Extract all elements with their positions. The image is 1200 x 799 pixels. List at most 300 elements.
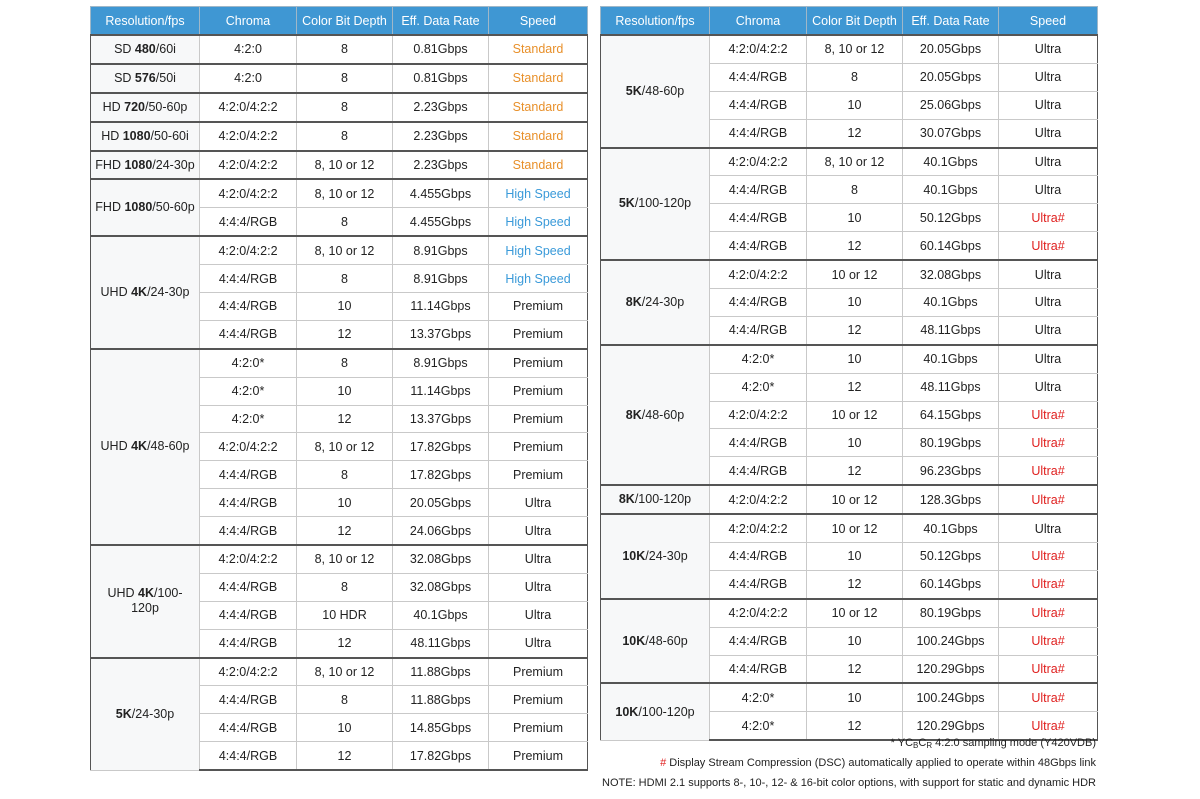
bit-depth-cell: 12 [297, 742, 393, 770]
bit-depth-cell: 10 [807, 91, 903, 119]
data-rate-cell: 8.91Gbps [393, 236, 489, 264]
bit-depth-cell: 10 or 12 [807, 260, 903, 288]
data-rate-cell: 40.1Gbps [903, 289, 999, 317]
data-rate-cell: 11.14Gbps [393, 293, 489, 321]
resolution-value: 720 [124, 99, 145, 114]
bit-depth-cell: 8 [297, 265, 393, 293]
resolution-cell [91, 179, 200, 236]
bit-depth-cell: 10 or 12 [807, 485, 903, 514]
data-rate-cell: 120.29Gbps [903, 712, 999, 740]
resolution-value: 10K [622, 633, 646, 648]
chroma-cell: 4:4:4/RGB [710, 289, 807, 317]
data-rate-cell: 128.3Gbps [903, 485, 999, 514]
bit-depth-cell: 12 [297, 320, 393, 348]
table-row [601, 35, 1098, 63]
speed-cell: Ultra# [999, 627, 1098, 655]
resolution-cell [601, 599, 710, 684]
chroma-cell: 4:4:4/RGB [200, 265, 297, 293]
chroma-cell: 4:4:4/RGB [710, 119, 807, 147]
bit-depth-cell: 8 [297, 122, 393, 151]
bit-depth-cell: 10 [807, 289, 903, 317]
bit-depth-cell: 12 [807, 119, 903, 147]
chroma-cell: 4:2:0 [200, 35, 297, 64]
chroma-cell: 4:4:4/RGB [710, 316, 807, 344]
resolution-value: 480 [134, 41, 156, 56]
resolution-prefix: UHD [107, 586, 139, 601]
col-header-data-rate: Eff. Data Rate [903, 7, 999, 36]
data-rate-cell: 40.1Gbps [903, 514, 999, 542]
bit-depth-cell: 10 [807, 204, 903, 232]
chroma-cell: 4:4:4/RGB [200, 293, 297, 321]
chroma-cell: 4:2:0/4:2:2 [200, 151, 297, 180]
speed-cell: Standard [489, 151, 588, 180]
data-rate-cell: 40.1Gbps [903, 176, 999, 204]
chroma-cell: 4:2:0/4:2:2 [200, 658, 297, 686]
chroma-cell: 4:2:0/4:2:2 [710, 599, 807, 627]
speed-cell: Ultra [999, 148, 1098, 176]
bit-depth-cell: 10 [297, 293, 393, 321]
data-rate-cell: 2.23Gbps [393, 93, 489, 122]
speed-cell: Ultra# [999, 683, 1098, 711]
chroma-cell: 4:2:0/4:2:2 [200, 179, 297, 207]
speed-cell: Premium [489, 433, 588, 461]
chroma-cell: 4:2:0* [710, 373, 807, 401]
data-rate-cell: 17.82Gbps [393, 742, 489, 770]
resolution-prefix: SD [114, 41, 135, 56]
data-rate-cell: 80.19Gbps [903, 429, 999, 457]
col-header-resolution: Resolution/fps [601, 7, 710, 36]
chroma-cell: 4:2:0 [200, 64, 297, 93]
chroma-cell: 4:2:0* [200, 349, 297, 377]
data-rate-cell: 25.06Gbps [903, 91, 999, 119]
bit-depth-cell: 8 [807, 63, 903, 91]
resolution-fps: /100-120p [131, 586, 183, 616]
speed-cell: Premium [489, 461, 588, 489]
speed-cell: Ultra [489, 629, 588, 657]
speed-cell: Premium [489, 320, 588, 348]
bit-depth-cell: 12 [807, 232, 903, 260]
col-header-chroma: Chroma [710, 7, 807, 36]
resolution-value: 1080 [122, 128, 151, 143]
data-rate-cell: 40.1Gbps [903, 148, 999, 176]
chroma-cell: 4:4:4/RGB [200, 320, 297, 348]
resolution-cell [91, 236, 200, 349]
footnote-sub-b: B [913, 741, 919, 750]
table-row [601, 599, 1098, 627]
speed-cell: Ultra [999, 373, 1098, 401]
resolution-fps: /48-60p [147, 439, 190, 454]
data-rate-cell: 8.91Gbps [393, 349, 489, 377]
resolution-fps: /50-60i [150, 128, 189, 143]
speed-cell: Ultra [999, 176, 1098, 204]
table-body [601, 35, 1098, 740]
col-header-resolution: Resolution/fps [91, 7, 200, 36]
speed-cell: High Speed [489, 265, 588, 293]
bit-depth-cell: 12 [807, 712, 903, 740]
resolution-cell [91, 545, 200, 658]
speed-cell: Standard [489, 35, 588, 64]
chroma-cell: 4:4:4/RGB [710, 627, 807, 655]
table-row [601, 260, 1098, 288]
resolution-value: 10K [615, 704, 639, 719]
chroma-cell: 4:2:0/4:2:2 [200, 545, 297, 573]
data-rate-cell: 32.08Gbps [903, 260, 999, 288]
speed-cell: Ultra [999, 345, 1098, 373]
speed-cell: Ultra [999, 514, 1098, 542]
bit-depth-cell: 10 [807, 543, 903, 571]
chroma-cell: 4:4:4/RGB [710, 232, 807, 260]
chroma-cell: 4:4:4/RGB [200, 686, 297, 714]
bit-depth-cell: 8 [297, 686, 393, 714]
resolution-cell [91, 349, 200, 545]
bit-depth-cell: 8, 10 or 12 [297, 179, 393, 207]
resolution-value: 1080 [124, 200, 153, 215]
speed-cell: Premium [489, 714, 588, 742]
data-rate-cell: 4.455Gbps [393, 179, 489, 207]
speed-cell: High Speed [489, 236, 588, 264]
table-header [91, 7, 588, 36]
chroma-cell: 4:2:0/4:2:2 [710, 260, 807, 288]
footnote-hash-symbol: # [660, 757, 667, 769]
bit-depth-cell: 12 [297, 517, 393, 545]
speed-cell: Premium [489, 686, 588, 714]
data-rate-cell: 0.81Gbps [393, 35, 489, 64]
speed-cell: Ultra [489, 489, 588, 517]
resolution-value: 4K [131, 439, 148, 454]
chroma-cell: 4:4:4/RGB [710, 63, 807, 91]
data-rate-cell: 48.11Gbps [393, 629, 489, 657]
bit-depth-cell: 10 [807, 683, 903, 711]
data-rate-cell: 50.12Gbps [903, 543, 999, 571]
bit-depth-cell: 8, 10 or 12 [297, 151, 393, 180]
data-rate-cell: 30.07Gbps [903, 119, 999, 147]
footnote-hash-text: Display Stream Compression (DSC) automatically applied to operate within 48Gbps link [666, 757, 1096, 769]
chroma-cell: 4:4:4/RGB [710, 91, 807, 119]
data-rate-cell: 60.14Gbps [903, 570, 999, 598]
data-rate-cell: 17.82Gbps [393, 433, 489, 461]
speed-cell: Ultra [999, 316, 1098, 344]
speed-cell: Ultra [999, 260, 1098, 288]
resolution-value: 4K [138, 586, 155, 601]
chroma-cell: 4:2:0* [710, 345, 807, 373]
bit-depth-cell: 10 or 12 [807, 401, 903, 429]
chroma-cell: 4:4:4/RGB [200, 208, 297, 236]
chroma-cell: 4:4:4/RGB [200, 489, 297, 517]
speed-cell: Ultra# [999, 543, 1098, 571]
data-rate-cell: 20.05Gbps [393, 489, 489, 517]
resolution-value: 5K [618, 196, 635, 211]
data-rate-cell: 11.14Gbps [393, 377, 489, 405]
speed-cell: Ultra# [999, 232, 1098, 260]
speed-cell: Ultra [489, 601, 588, 629]
table-row [91, 349, 588, 377]
chroma-cell: 4:2:0/4:2:2 [200, 122, 297, 151]
resolution-prefix: FHD [95, 200, 125, 215]
resolution-value: 8K [618, 492, 635, 507]
data-rate-cell: 20.05Gbps [903, 35, 999, 63]
footnote-dsc [660, 757, 1096, 769]
speed-cell: Standard [489, 64, 588, 93]
chroma-cell: 4:4:4/RGB [710, 655, 807, 683]
data-rate-cell: 2.23Gbps [393, 122, 489, 151]
data-rate-cell: 48.11Gbps [903, 316, 999, 344]
chroma-cell: 4:4:4/RGB [710, 543, 807, 571]
resolution-fps: /50-60p [144, 99, 188, 114]
footnote-star-prefix: * YC [890, 737, 914, 749]
chroma-cell: 4:2:0/4:2:2 [200, 93, 297, 122]
chroma-cell: 4:4:4/RGB [200, 714, 297, 742]
chroma-cell: 4:2:0/4:2:2 [200, 433, 297, 461]
speed-cell: Ultra [999, 35, 1098, 63]
chroma-cell: 4:4:4/RGB [200, 629, 297, 657]
speed-cell: Premium [489, 377, 588, 405]
table-header [601, 7, 1098, 36]
resolution-cell [601, 35, 710, 148]
bit-depth-cell: 8 [297, 349, 393, 377]
bit-depth-cell: 8, 10 or 12 [297, 236, 393, 264]
resolution-cell [91, 64, 200, 93]
resolution-prefix: HD [102, 99, 125, 114]
resolution-fps: /24-30p [131, 706, 175, 721]
resolution-cell [601, 148, 710, 261]
table-row [91, 179, 588, 207]
bit-depth-cell: 10 or 12 [807, 514, 903, 542]
chroma-cell: 4:2:0* [200, 405, 297, 433]
speed-cell: Ultra# [999, 429, 1098, 457]
bit-depth-cell: 12 [807, 316, 903, 344]
resolution-fps: /50-60p [152, 200, 195, 215]
speed-cell: Premium [489, 405, 588, 433]
speed-cell: Ultra# [999, 570, 1098, 598]
table-row [91, 93, 588, 122]
bit-depth-cell: 10 HDR [297, 601, 393, 629]
chroma-cell: 4:4:4/RGB [200, 601, 297, 629]
table-row [91, 64, 588, 93]
speed-cell: Ultra# [999, 485, 1098, 514]
bit-depth-cell: 8, 10 or 12 [807, 35, 903, 63]
data-rate-cell: 20.05Gbps [903, 63, 999, 91]
data-rate-cell: 8.91Gbps [393, 265, 489, 293]
speed-cell: Ultra [489, 545, 588, 573]
data-rate-cell: 100.24Gbps [903, 627, 999, 655]
table-row [601, 514, 1098, 542]
resolution-cell [601, 683, 710, 740]
resolution-prefix: FHD [95, 157, 125, 172]
resolution-fps: /100-120p [634, 196, 692, 211]
speed-cell: Premium [489, 349, 588, 377]
footnote-sampling-mode [891, 737, 1096, 750]
resolution-fps: /60i [155, 41, 176, 56]
bit-depth-cell: 12 [297, 405, 393, 433]
bit-depth-cell: 8 [807, 176, 903, 204]
speed-cell: Ultra# [999, 712, 1098, 740]
table-row [601, 345, 1098, 373]
resolution-value: 4K [131, 285, 148, 300]
data-rate-cell: 11.88Gbps [393, 658, 489, 686]
resolution-cell [91, 151, 200, 180]
resolution-cell [91, 122, 200, 151]
speed-cell: Premium [489, 293, 588, 321]
table-row [91, 658, 588, 686]
resolution-fps: /48-60p [641, 83, 685, 98]
speed-cell: High Speed [489, 179, 588, 207]
resolution-value: 5K [115, 706, 132, 721]
speed-cell: Ultra# [999, 457, 1098, 485]
speed-cell: Standard [489, 93, 588, 122]
chroma-cell: 4:4:4/RGB [200, 517, 297, 545]
resolution-value: 10K [622, 548, 646, 563]
resolution-prefix: UHD [100, 439, 132, 454]
resolution-fps: /24-30p [641, 294, 685, 309]
bit-depth-cell: 12 [807, 570, 903, 598]
footnote-sub-r: R [926, 741, 933, 750]
resolution-cell [601, 514, 710, 599]
resolution-fps: /50i [155, 70, 176, 85]
table-row [91, 545, 588, 573]
chroma-cell: 4:4:4/RGB [710, 176, 807, 204]
bit-depth-cell: 12 [297, 629, 393, 657]
data-rate-cell: 48.11Gbps [903, 373, 999, 401]
chroma-cell: 4:2:0/4:2:2 [710, 401, 807, 429]
col-header-bit-depth: Color Bit Depth [297, 7, 393, 36]
speed-cell: Premium [489, 658, 588, 686]
resolution-fps: /48-60p [641, 407, 685, 422]
data-rate-cell: 32.08Gbps [393, 573, 489, 601]
data-rate-cell: 50.12Gbps [903, 204, 999, 232]
chroma-cell: 4:2:0* [710, 683, 807, 711]
col-header-speed: Speed [999, 7, 1098, 36]
resolution-cell [91, 35, 200, 64]
bit-depth-cell: 8, 10 or 12 [297, 658, 393, 686]
resolution-fps: /24-30p [645, 548, 688, 563]
resolution-cell [601, 485, 710, 514]
data-rate-cell: 24.06Gbps [393, 517, 489, 545]
col-header-bit-depth: Color Bit Depth [807, 7, 903, 36]
bit-depth-cell: 8, 10 or 12 [297, 545, 393, 573]
chroma-cell: 4:4:4/RGB [200, 461, 297, 489]
data-rate-cell: 11.88Gbps [393, 686, 489, 714]
speed-cell: Ultra# [999, 655, 1098, 683]
chroma-cell: 4:2:0/4:2:2 [200, 236, 297, 264]
resolution-fps: /24-30p [152, 157, 195, 172]
data-rate-cell: 14.85Gbps [393, 714, 489, 742]
speed-cell: Ultra [999, 63, 1098, 91]
data-rate-cell: 96.23Gbps [903, 457, 999, 485]
table-row [601, 683, 1098, 711]
table-row [91, 151, 588, 180]
resolution-value: 576 [134, 70, 156, 85]
table-row [91, 122, 588, 151]
speed-cell: Ultra [489, 517, 588, 545]
chroma-cell: 4:2:0/4:2:2 [710, 35, 807, 63]
speed-cell: Ultra [999, 289, 1098, 317]
data-rate-cell: 64.15Gbps [903, 401, 999, 429]
bit-depth-cell: 10 [297, 714, 393, 742]
resolution-value: 1080 [124, 157, 153, 172]
bit-depth-cell: 8 [297, 64, 393, 93]
chroma-cell: 4:4:4/RGB [200, 573, 297, 601]
bit-depth-cell: 10 [807, 627, 903, 655]
bit-depth-cell: 8, 10 or 12 [807, 148, 903, 176]
speed-cell: Premium [489, 742, 588, 770]
speed-cell: Ultra# [999, 401, 1098, 429]
bit-depth-cell: 10 [807, 429, 903, 457]
speed-cell: Ultra# [999, 204, 1098, 232]
resolution-fps: /48-60p [645, 633, 688, 648]
data-rate-cell: 40.1Gbps [903, 345, 999, 373]
speed-cell: Standard [489, 122, 588, 151]
hdmi-table-right [600, 6, 1098, 741]
data-rate-cell: 13.37Gbps [393, 320, 489, 348]
resolution-cell [91, 658, 200, 771]
bit-depth-cell: 12 [807, 655, 903, 683]
resolution-cell [601, 260, 710, 345]
speed-cell: Ultra [999, 119, 1098, 147]
bit-depth-cell: 8 [297, 93, 393, 122]
resolution-value: 8K [625, 407, 642, 422]
bit-depth-cell: 8, 10 or 12 [297, 433, 393, 461]
resolution-fps: /100-120p [638, 704, 695, 719]
data-rate-cell: 4.455Gbps [393, 208, 489, 236]
table-row [91, 236, 588, 264]
bit-depth-cell: 10 [807, 345, 903, 373]
bit-depth-cell: 12 [807, 457, 903, 485]
speed-cell: Ultra [489, 573, 588, 601]
col-header-data-rate: Eff. Data Rate [393, 7, 489, 36]
chroma-cell: 4:2:0/4:2:2 [710, 485, 807, 514]
resolution-fps: /100-120p [634, 492, 692, 507]
chroma-cell: 4:4:4/RGB [710, 204, 807, 232]
col-header-chroma: Chroma [200, 7, 297, 36]
hdmi-table-left [90, 6, 588, 771]
resolution-prefix: HD [101, 128, 123, 143]
speed-cell: High Speed [489, 208, 588, 236]
chroma-cell: 4:4:4/RGB [200, 742, 297, 770]
data-rate-cell: 60.14Gbps [903, 232, 999, 260]
resolution-value: 8K [625, 294, 642, 309]
table-row [601, 485, 1098, 514]
table-row [601, 148, 1098, 176]
data-rate-cell: 17.82Gbps [393, 461, 489, 489]
footnote-star-mid: C [918, 737, 927, 749]
resolution-cell [601, 345, 710, 485]
chroma-cell: 4:2:0* [200, 377, 297, 405]
data-rate-cell: 0.81Gbps [393, 64, 489, 93]
bit-depth-cell: 10 or 12 [807, 599, 903, 627]
resolution-fps: /24-30p [147, 285, 190, 300]
data-rate-cell: 80.19Gbps [903, 599, 999, 627]
resolution-value: 5K [625, 83, 642, 98]
resolution-prefix: UHD [100, 285, 132, 300]
chroma-cell: 4:4:4/RGB [710, 570, 807, 598]
resolution-cell [91, 93, 200, 122]
data-rate-cell: 2.23Gbps [393, 151, 489, 180]
chroma-cell: 4:4:4/RGB [710, 457, 807, 485]
data-rate-cell: 100.24Gbps [903, 683, 999, 711]
bit-depth-cell: 10 [297, 489, 393, 517]
chroma-cell: 4:4:4/RGB [710, 429, 807, 457]
footnote-star-text: 4:2:0 sampling mode (Y420VDB) [932, 737, 1096, 749]
bit-depth-cell: 12 [807, 373, 903, 401]
data-rate-cell: 40.1Gbps [393, 601, 489, 629]
chroma-cell: 4:2:0/4:2:2 [710, 148, 807, 176]
bit-depth-cell: 8 [297, 573, 393, 601]
footnote-hdmi-note: NOTE: HDMI 2.1 supports 8-, 10-, 12- & 16-bit color options, with support for static and dynamic HDR [602, 777, 1096, 789]
table-row [91, 35, 588, 64]
chroma-cell: 4:2:0/4:2:2 [710, 514, 807, 542]
col-header-speed: Speed [489, 7, 588, 36]
chroma-cell: 4:2:0* [710, 712, 807, 740]
